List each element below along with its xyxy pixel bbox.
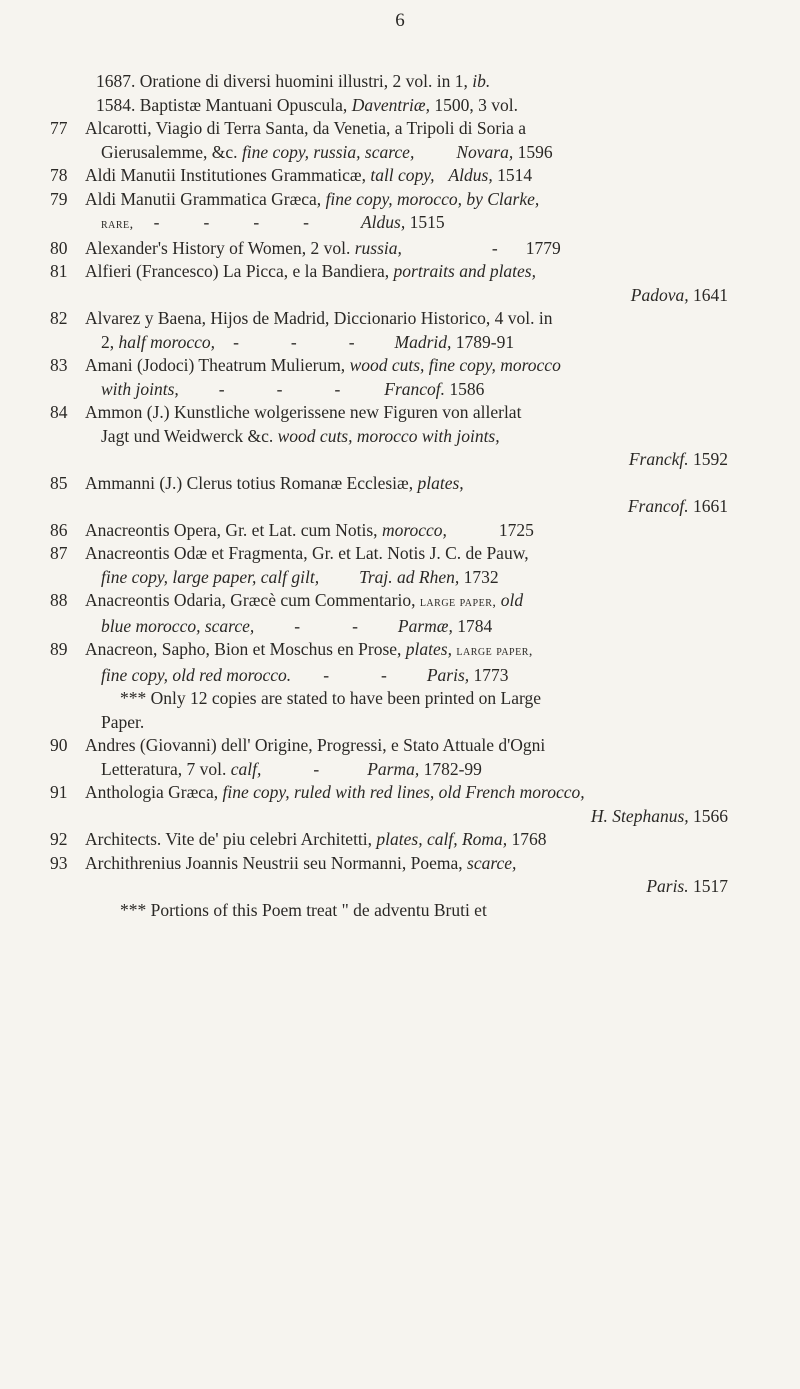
entry-line: fine copy, old red morocco. - - Paris, 1773 [101,664,509,685]
entry-line: Gierusalemme, &c. fine copy, russia, scarce, Novara, 1596 [101,141,553,162]
entry-note: Paper. [101,711,145,732]
catalogue-entry [50,638,730,734]
entry-line: Alexander's History of Women, 2 vol. russia, - 1779 [85,237,561,258]
catalogue-entry [50,164,730,188]
entry-line: Anthologia Græca, fine copy, ruled with red lines, old French morocco, [85,782,585,802]
entry-line: Franckf. 1592 [628,449,728,469]
entry-number: 87 [50,543,68,563]
catalogue-entry [50,401,730,472]
entry-number: 80 [50,237,68,258]
entry-number: 89 [50,639,68,659]
catalogue-entry [50,260,730,307]
entry-number: 86 [50,519,68,540]
entry-line: Alvarez y Baena, Hijos de Madrid, Diccionario Historico, 4 vol. in [85,308,553,328]
catalogue-entries [50,70,730,922]
entry-note: *** Only 12 copies are stated to have been printed on Large [120,688,541,708]
entry-number: 82 [50,308,68,328]
entry-line: Archithrenius Joannis Neustrii seu Normanni, Poema, scarce, [85,852,517,873]
catalogue-entry [50,188,730,237]
catalogue-entry [50,472,730,519]
entry-line: Paris. 1517 [646,876,728,896]
entry-number: 88 [50,590,68,610]
catalogue-entry [50,542,730,589]
entry-line: 1584. Baptistæ Mantuani Opuscula, Daventriæ, 1500, 3 vol. [96,94,518,115]
entry-line: Ammanni (J.) Clerus totius Romanæ Ecclesiæ, plates, [85,472,464,493]
catalogue-entry [50,781,730,828]
entry-line: rare, - - - - Aldus, 1515 [101,212,445,232]
entry-line: Anacreontis Opera, Gr. et Lat. cum Notis, morocco, 1725 [85,519,534,540]
page-number: 6 [395,10,405,31]
entry-line: Anacreon, Sapho, Bion et Moschus en Prose, plates, large paper, [85,639,533,659]
entry-number: 83 [50,355,68,375]
entry-line: Aldi Manutii Grammatica Græca, fine copy, morocco, by Clarke, [85,188,540,209]
entry-line: Padova, 1641 [630,284,728,305]
entry-line: 2, half morocco, - - - Madrid, 1789-91 [101,331,515,352]
entry-number: 91 [50,782,68,802]
catalogue-entry [50,589,730,638]
entry-line: Architects. Vite de' piu celebri Architetti, plates, calf, Roma, 1768 [85,829,547,849]
entry-number: 85 [50,472,68,493]
entry-line: fine copy, large paper, calf gilt, Traj. ad Rhen, 1732 [101,566,499,587]
entry-number: 93 [50,852,68,873]
entry-line: Amani (Jodoci) Theatrum Mulierum, wood cuts, fine copy, morocco [85,355,561,375]
entry-line: Alcarotti, Viagio di Terra Santa, da Venetia, a Tripoli di Soria a [85,118,526,138]
catalogue-entry [50,852,730,923]
catalogue-entry [50,117,730,164]
entry-number: 81 [50,261,68,281]
entry-line: with joints, - - - Francof. 1586 [101,378,485,399]
entry-line: Letteratura, 7 vol. calf, - Parma, 1782-99 [101,758,482,779]
entry-number: 79 [50,188,68,209]
entry-line: Ammon (J.) Kunstliche wolgerissene new Figuren von allerlat [85,402,522,422]
entry-number: 90 [50,735,68,755]
catalogue-entry [50,94,730,118]
entry-line: Francof. 1661 [627,496,728,516]
catalogue-entry [50,237,730,261]
entry-line: Anacreontis Odæ et Fragmenta, Gr. et Lat. Notis J. C. de Pauw, [85,543,529,563]
entry-line: Jagt und Weidwerck &c. wood cuts, morocco with joints, [101,425,500,446]
entry-line: Andres (Giovanni) dell' Origine, Progressi, e Stato Attuale d'Ogni [85,735,546,755]
catalogue-entry [50,307,730,354]
catalogue-entry [50,354,730,401]
entry-number: 84 [50,402,68,422]
catalogue-entry [50,828,730,852]
catalogue-entry [50,70,730,94]
entry-line: blue morocco, scarce, - - Parmæ, 1784 [101,615,493,636]
catalogue-entry [50,519,730,543]
entry-line: Anacreontis Odaria, Græcè cum Commentario, large paper, old [85,590,524,610]
entry-note: *** Portions of this Poem treat " de adventu Bruti et [120,899,487,920]
entry-line: H. Stephanus, 1566 [590,805,728,826]
catalogue-entry [50,734,730,781]
entry-number: 77 [50,118,68,138]
entry-line: 1687. Oratione di diversi huomini illustri, 2 vol. in 1, ib. [96,71,491,91]
entry-line: Alfieri (Francesco) La Picca, e la Bandiera, portraits and plates, [85,261,536,281]
entry-number: 92 [50,829,68,849]
entry-number: 78 [50,165,68,185]
entry-line: Aldi Manutii Institutiones Grammaticæ, tall copy, Aldus, 1514 [85,165,533,185]
